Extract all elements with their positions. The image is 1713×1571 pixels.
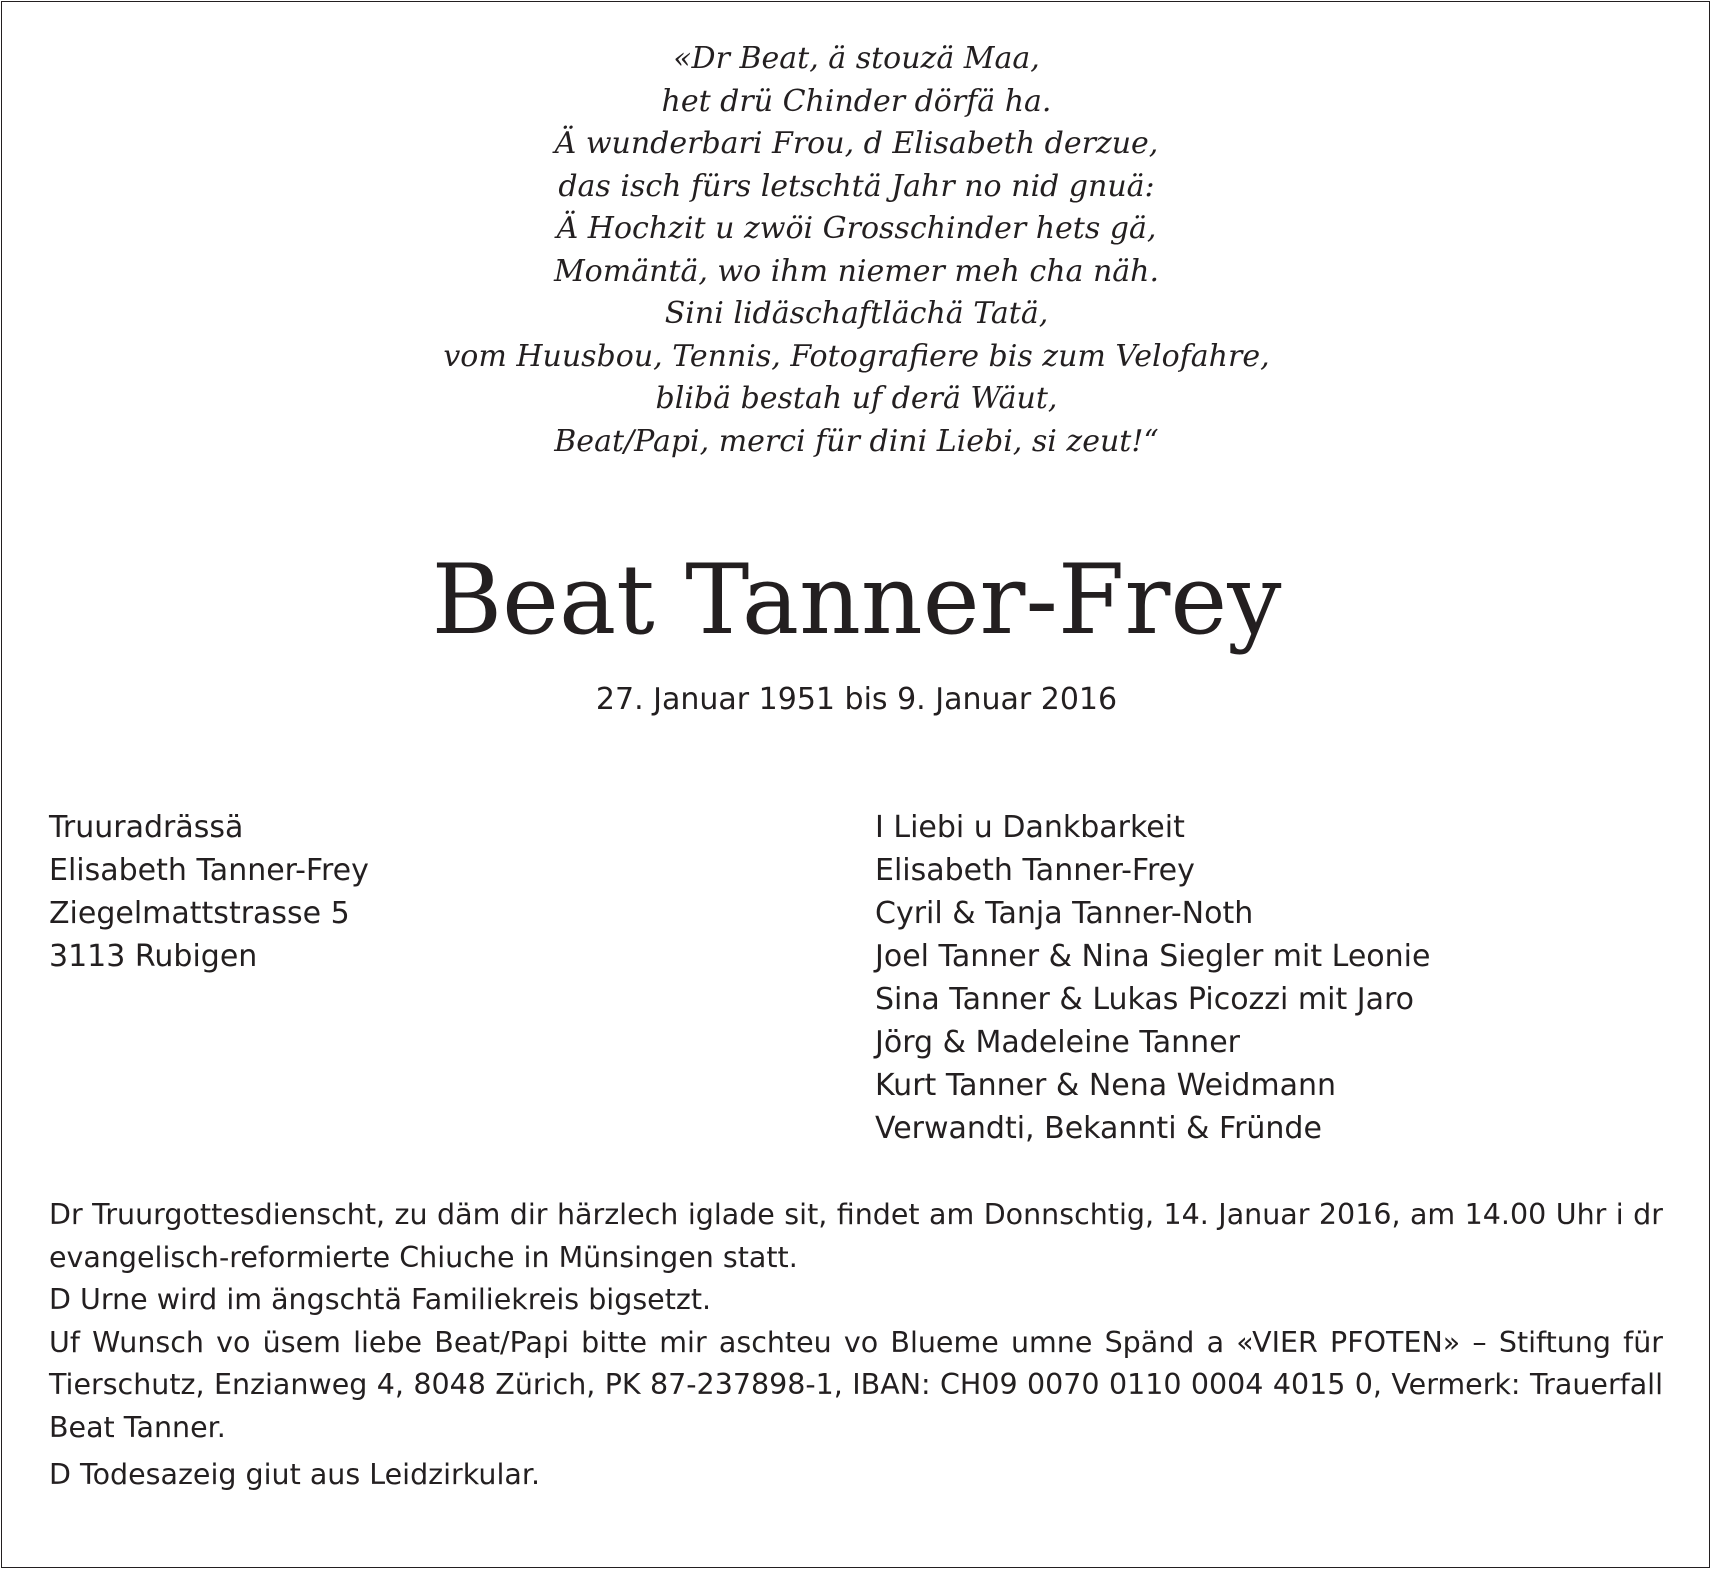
- poem-line: blibä bestah uf derä Wäut,: [655, 381, 1058, 416]
- poem-line: vom Huusbou, Tennis, Fotografiere bis zum Velofahre,: [443, 338, 1270, 374]
- family-member: Verwandti, Bekannti & Fründe: [875, 1111, 1322, 1146]
- poem-line: Beat/Papi, merci für dini Liebi, si zeut!“: [554, 423, 1159, 459]
- poem-line: Sini lidäschaftlächä Tatä,: [664, 296, 1049, 331]
- family-member: Cyril & Tanja Tanner-Noth: [875, 896, 1254, 931]
- address-heading: Truuradrässä: [49, 810, 244, 845]
- family-member: Elisabeth Tanner-Frey: [875, 853, 1195, 888]
- service-details: [49, 1194, 1663, 1449]
- poem-line: das isch fürs letschtä Jahr no nid gnuä:: [558, 168, 1155, 204]
- address-line: 3113 Rubigen: [49, 939, 258, 974]
- family-member: Joel Tanner & Nina Siegler mit Leonie: [875, 939, 1431, 974]
- donation-request-text: Uf Wunsch vo üsem liebe Beat/Papi bitte mir aschteu vo Blueme umne Spänd a «VIER PFOTEN» – Stiftung für Tierschutz, Enzianweg 4, 8048 Zürich, PK 87-237898-1, IBAN: CH09 0070 0110 0004 4015 0, Vermerk: Trauerfall Beat Tanner.: [49, 1325, 1663, 1444]
- urn-burial-text: D Urne wird im ängschtä Familiekreis bigsetzt.: [49, 1283, 712, 1316]
- poem-line: Momäntä, wo ihm niemer meh cha näh.: [553, 253, 1160, 289]
- poem-line: het drü Chinder dörfä ha.: [661, 83, 1052, 119]
- circular-notice: D Todesazeig giut aus Leidzirkular.: [49, 1458, 540, 1491]
- poem-line: Ä Hochzit u zwöi Grosschinder hets gä,: [556, 211, 1157, 246]
- poem-line: «Dr Beat, ä stouzä Maa,: [673, 41, 1040, 76]
- address-line: Ziegelmattstrasse 5: [49, 896, 350, 931]
- address-line: Elisabeth Tanner-Frey: [49, 853, 369, 888]
- life-dates: 27. Januar 1951 bis 9. Januar 2016: [595, 682, 1118, 717]
- poem-line: Ä wunderbari Frou, d Elisabeth derzue,: [554, 126, 1159, 161]
- family-heading: I Liebi u Dankbarkeit: [875, 810, 1185, 845]
- deceased-name: Beat Tanner-Frey: [431, 544, 1282, 656]
- family-member: Sina Tanner & Lukas Picozzi mit Jaro: [875, 982, 1415, 1017]
- mourning-address: [49, 806, 369, 978]
- funeral-service-text: Dr Truurgottesdienscht, zu däm dir härzlech iglade sit, findet am Donnschtig, 14. Januar 2016, am 14.00 Uhr i dr evangelisch-reformierte Chiuche in Münsingen statt.: [49, 1198, 1663, 1274]
- bereaved-family: [875, 806, 1430, 1150]
- family-member: Jörg & Madeleine Tanner: [875, 1025, 1240, 1060]
- family-member: Kurt Tanner & Nena Weidmann: [875, 1068, 1337, 1103]
- memorial-poem: [0, 38, 1713, 463]
